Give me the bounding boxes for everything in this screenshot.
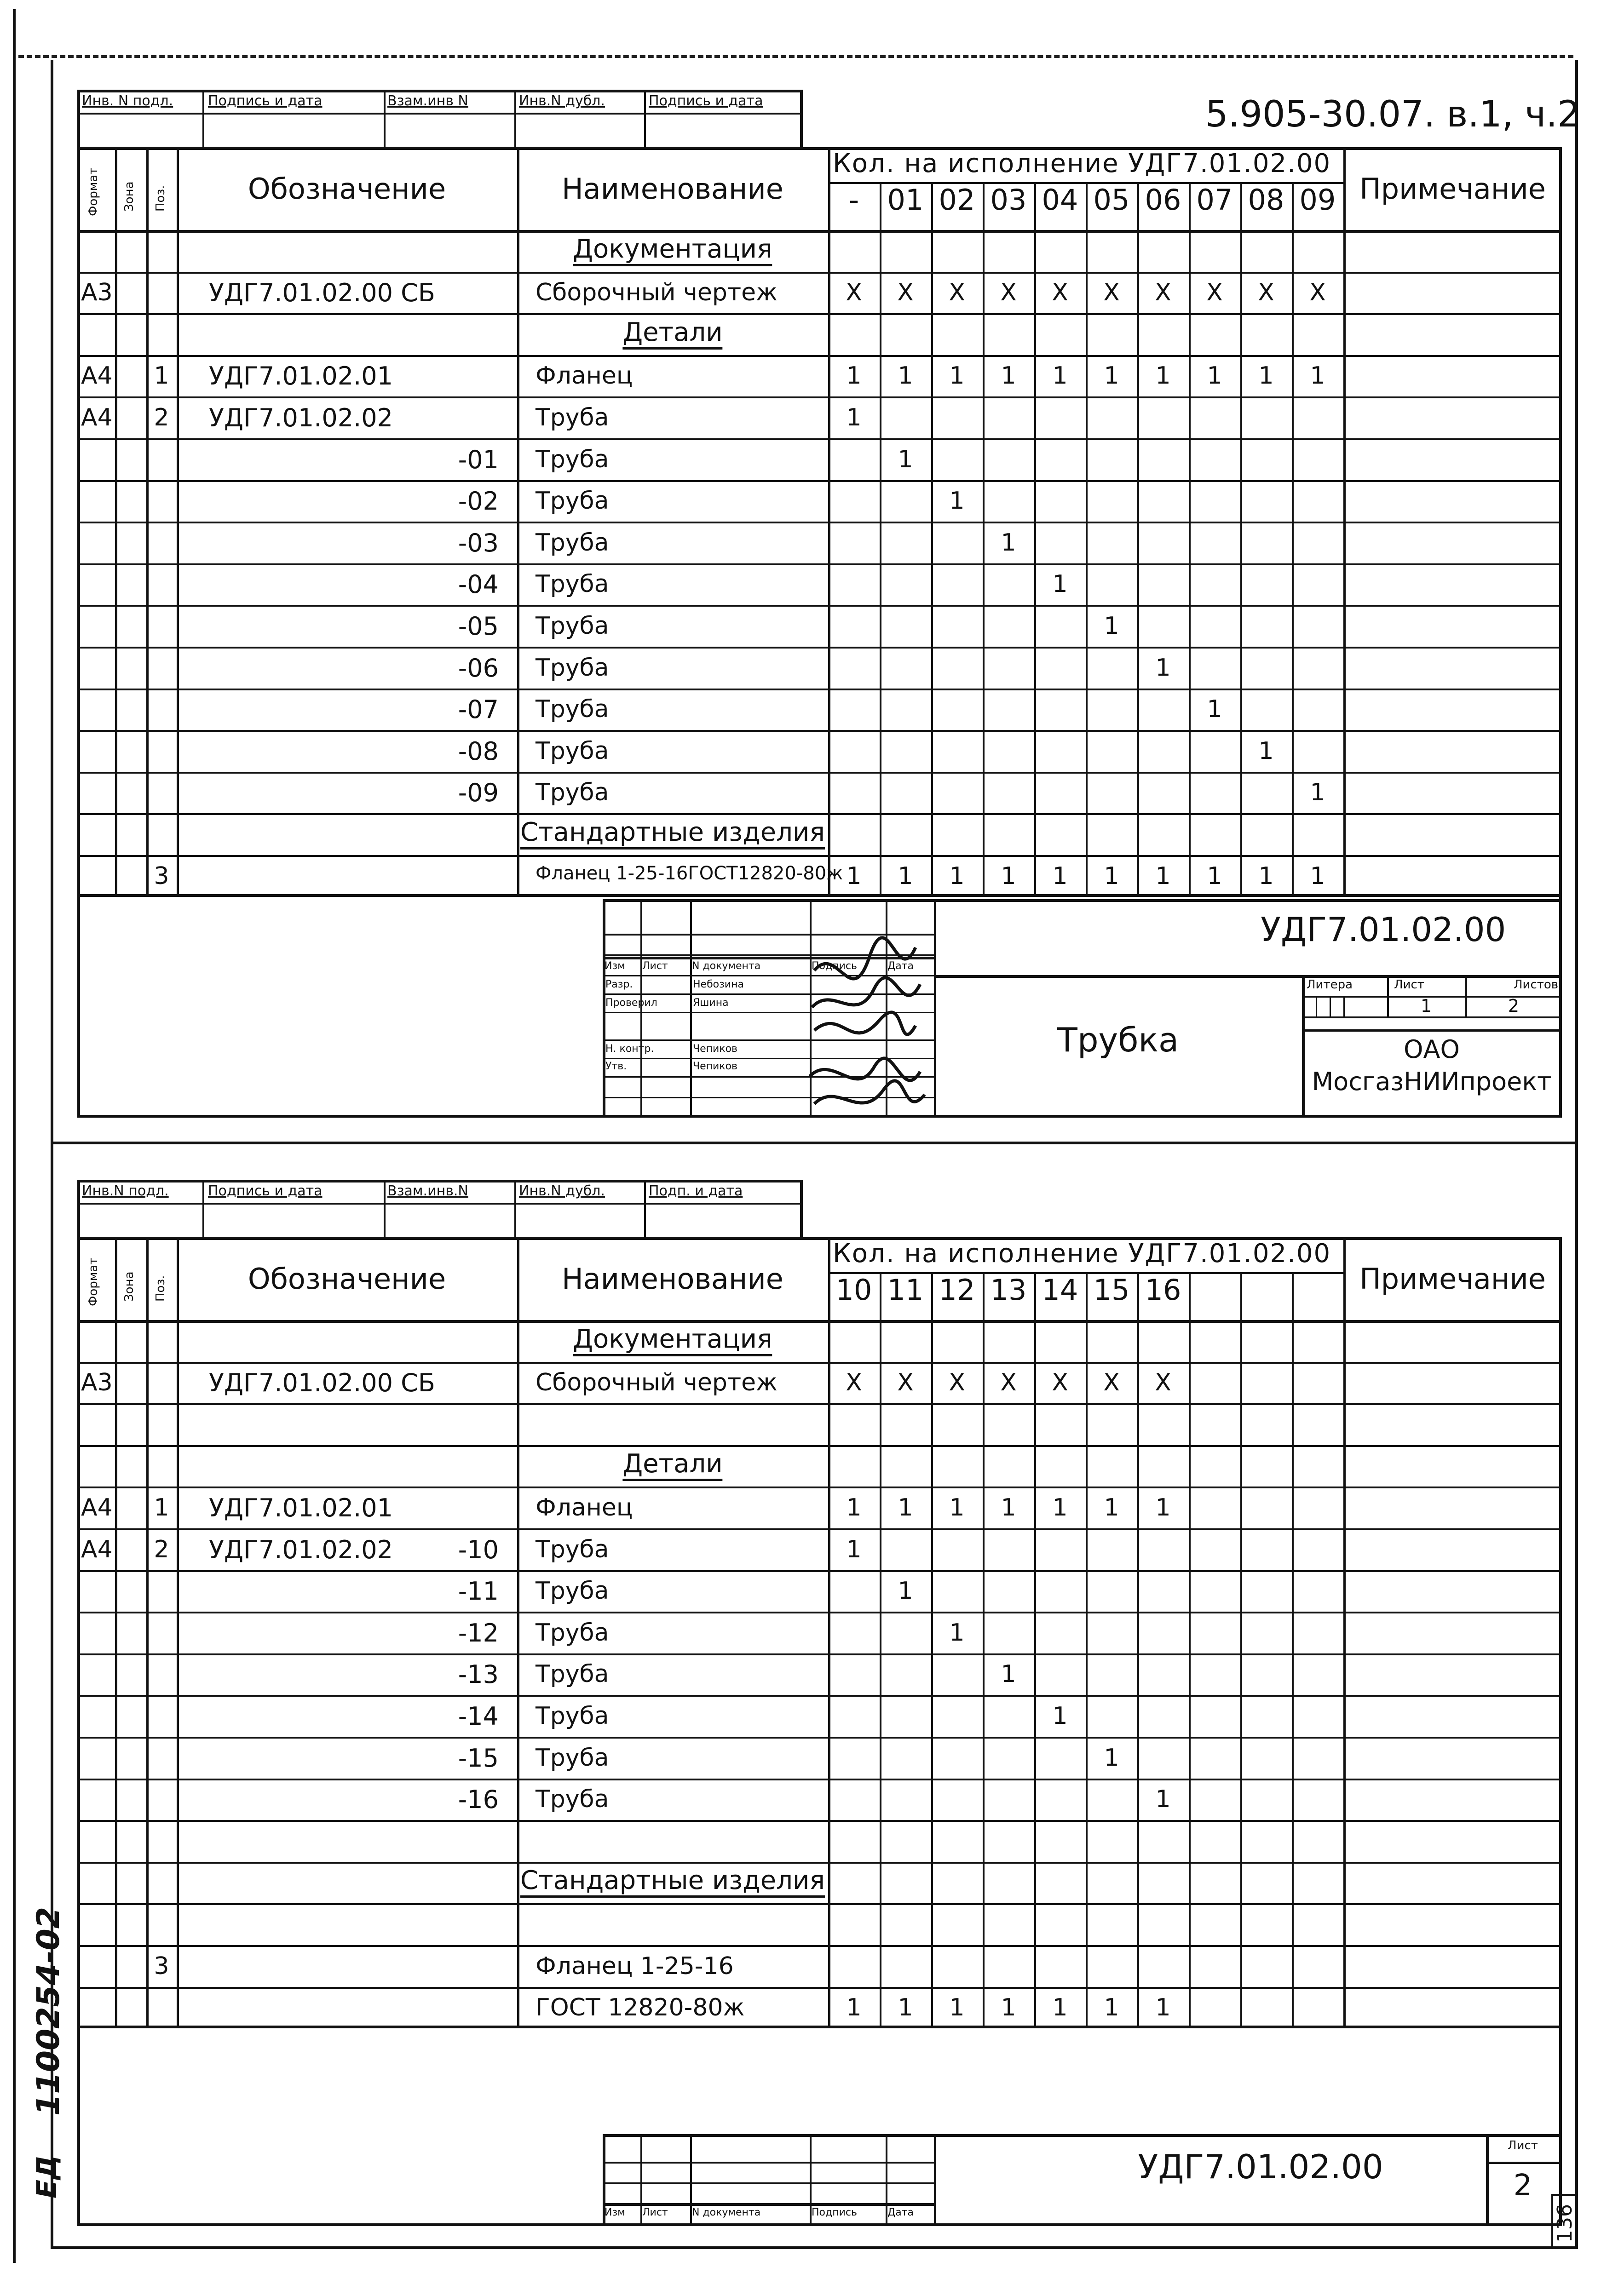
name-cell: Сборочный чертеж bbox=[536, 1369, 777, 1396]
quantity-cell: 1 bbox=[1001, 862, 1016, 890]
margin-initials: ЕД bbox=[31, 2155, 63, 2198]
signature-mark bbox=[814, 1081, 925, 1104]
quantity-cell: 1 bbox=[1052, 1702, 1068, 1730]
stamp-label: Инв. N подл. bbox=[82, 93, 173, 109]
quantity-cell: X bbox=[1000, 279, 1017, 306]
pos-cell: 1 bbox=[154, 1493, 169, 1521]
grid-line bbox=[1034, 1272, 1036, 2028]
quantity-cell: 1 bbox=[1052, 1493, 1068, 1521]
grid-line bbox=[1292, 1272, 1294, 2028]
sheets-total: 2 bbox=[1508, 996, 1520, 1016]
designation-cell: -02 bbox=[458, 487, 499, 516]
pos-cell: 2 bbox=[154, 403, 169, 431]
quantity-cell: 1 bbox=[949, 362, 965, 390]
variant-column-header: 08 bbox=[1248, 183, 1284, 217]
title-header-label: Лист bbox=[642, 960, 668, 972]
quantity-cell: 1 bbox=[1104, 1994, 1119, 2021]
variant-column-header: 14 bbox=[1042, 1273, 1078, 1307]
quantity-cell: 1 bbox=[1052, 362, 1068, 390]
grid-line bbox=[77, 1445, 1562, 1447]
title-header-label: Дата bbox=[887, 960, 914, 972]
signature-mark bbox=[812, 978, 920, 1007]
grid-line bbox=[77, 1570, 1562, 1572]
name-header: Наименование bbox=[562, 1262, 783, 1296]
name-cell: Фланец 1-25-16ГОСТ12820-80ж bbox=[536, 862, 843, 884]
grid-line bbox=[514, 1180, 516, 1240]
quantity-cell: 1 bbox=[846, 1493, 862, 1521]
name-cell: Труба bbox=[536, 487, 609, 515]
quantity-cell: 1 bbox=[846, 862, 862, 890]
variant-column-header: 11 bbox=[887, 1273, 924, 1307]
variant-cell: -16 bbox=[458, 1785, 499, 1814]
grid-line bbox=[1343, 1237, 1346, 2028]
name-cell: Труба bbox=[536, 1785, 609, 1813]
format-cell: А4 bbox=[81, 362, 113, 390]
quantity-cell: 1 bbox=[949, 1493, 965, 1521]
pos-header: Поз. bbox=[154, 185, 167, 212]
designation-cell: -09 bbox=[458, 778, 499, 807]
quantity-cell: 1 bbox=[1104, 612, 1119, 640]
pos-header: Поз. bbox=[154, 1275, 167, 1302]
grid-line bbox=[828, 1237, 830, 2028]
format-cell: А4 bbox=[81, 1535, 113, 1563]
variant-column-header: 12 bbox=[939, 1273, 975, 1307]
quantity-cell: X bbox=[1258, 279, 1274, 306]
name-cell: Сборочный чертеж bbox=[536, 279, 777, 306]
quantity-cell: 1 bbox=[898, 1493, 913, 1521]
variant-cell: -15 bbox=[458, 1743, 499, 1773]
title-header-label: Дата bbox=[887, 2207, 914, 2218]
quantity-cell: X bbox=[1206, 279, 1223, 306]
quantity-cell: 1 bbox=[1155, 654, 1171, 682]
stamp-label: Подп. и дата bbox=[649, 1183, 743, 1199]
role-label: Н. контр. bbox=[605, 1043, 654, 1055]
grid-line bbox=[644, 1180, 646, 1240]
designation-cell: УДГ7.01.02.00 СБ bbox=[209, 278, 435, 307]
name-cell: Труба bbox=[536, 695, 609, 723]
designation-header: Обозначение bbox=[248, 172, 446, 206]
signature-mark bbox=[814, 1012, 916, 1034]
quantity-cell: X bbox=[1052, 279, 1068, 306]
grid-line bbox=[115, 1237, 117, 2028]
title-header-label: N документа bbox=[692, 960, 761, 972]
name-cell: Труба bbox=[536, 779, 609, 806]
stamp-label: Инв.N подл. bbox=[82, 1183, 169, 1199]
section-heading: Документация bbox=[573, 1326, 772, 1356]
stamp-label: Подпись и дата bbox=[208, 1183, 323, 1199]
quantity-cell: 1 bbox=[846, 1535, 862, 1563]
quantity-cell: 1 bbox=[1155, 1493, 1171, 1521]
grid-line bbox=[517, 1237, 519, 2028]
sheet-number: 1 bbox=[1420, 996, 1432, 1016]
quantity-cell: 1 bbox=[1207, 695, 1222, 723]
designation-header: Обозначение bbox=[248, 1262, 446, 1296]
pos-cell: 3 bbox=[154, 862, 169, 890]
quantity-cell: 1 bbox=[1310, 779, 1325, 806]
grid-line bbox=[77, 1779, 1562, 1780]
grid-line bbox=[931, 1272, 933, 2028]
designation-cell: -07 bbox=[458, 695, 499, 724]
name-cell: Труба bbox=[536, 612, 609, 640]
quantity-cell: 1 bbox=[1052, 570, 1068, 598]
designation-cell: УДГ7.01.02.01 bbox=[209, 1493, 393, 1522]
name-cell: Труба bbox=[536, 1535, 609, 1563]
grid-line bbox=[1486, 2162, 1562, 2164]
person-name: Чепиков bbox=[693, 1061, 738, 1072]
quantity-cell: 1 bbox=[1052, 1994, 1068, 2021]
name-cell: Труба bbox=[536, 1744, 609, 1772]
quantity-cell: 1 bbox=[1001, 528, 1016, 557]
variant-column-header: 07 bbox=[1196, 183, 1233, 217]
variant-column-header: 16 bbox=[1145, 1273, 1181, 1307]
variant-cell: -10 bbox=[458, 1535, 499, 1564]
grid-line bbox=[1387, 975, 1389, 1016]
name-cell: Труба bbox=[536, 1702, 609, 1730]
stamp-label: Взам.инв N bbox=[387, 93, 468, 109]
grid-line bbox=[1302, 996, 1562, 998]
role-label: Разр. bbox=[605, 979, 633, 990]
pos-cell: 2 bbox=[154, 1535, 169, 1563]
quantity-cell: X bbox=[897, 279, 914, 306]
name-cell: Труба bbox=[536, 445, 609, 473]
grid-line bbox=[1240, 1272, 1242, 2028]
designation-cell: -04 bbox=[458, 570, 499, 599]
grid-line bbox=[880, 1272, 881, 2028]
zone-header: Зона bbox=[122, 181, 136, 212]
quantity-cell: 1 bbox=[898, 862, 913, 890]
name-cell: Труба bbox=[536, 1660, 609, 1688]
designation-cell: -05 bbox=[458, 611, 499, 641]
document-code: 5.905-30.07. в.1, ч.2 bbox=[1205, 94, 1580, 135]
section-heading: Стандартные изделия bbox=[520, 1868, 825, 1898]
litera-label: Литера bbox=[1307, 978, 1353, 992]
person-name: Небозина bbox=[693, 979, 744, 990]
org-line-1: ОАО bbox=[1404, 1035, 1460, 1064]
quantity-cell: X bbox=[949, 279, 965, 306]
signature-mark bbox=[814, 938, 916, 979]
stamp-label: Подпись и дата bbox=[208, 93, 323, 109]
sheet-number: 2 bbox=[1513, 2169, 1532, 2203]
table-frame bbox=[77, 1237, 1562, 2028]
name-cell: Фланец bbox=[536, 1493, 633, 1521]
stamp-label: Инв.N дубл. bbox=[519, 93, 605, 109]
variant-column-header: 03 bbox=[990, 183, 1027, 217]
section-heading: Детали bbox=[622, 320, 722, 350]
quantity-cell: X bbox=[846, 1369, 862, 1396]
quantity-cell: 1 bbox=[1207, 362, 1222, 390]
quantity-cell: 1 bbox=[1104, 362, 1119, 390]
quantity-cell: X bbox=[1155, 1369, 1171, 1396]
product-name: Трубка bbox=[1057, 1021, 1179, 1059]
person-name: Чепиков bbox=[693, 1043, 738, 1055]
variant-column-header: 04 bbox=[1042, 183, 1078, 217]
signature-mark bbox=[810, 1058, 920, 1080]
grid-line bbox=[77, 1487, 1562, 1488]
role-label: Утв. bbox=[605, 1061, 627, 1072]
format-cell: А3 bbox=[81, 1369, 113, 1396]
name-cell: Труба bbox=[536, 1577, 609, 1605]
variant-column-header: 10 bbox=[835, 1273, 872, 1307]
pos-cell: 3 bbox=[154, 1952, 169, 1980]
quantity-cell: 1 bbox=[1001, 1493, 1016, 1521]
format-cell: А4 bbox=[81, 403, 113, 431]
grid-line bbox=[77, 1653, 1562, 1655]
grid-line bbox=[77, 1528, 1562, 1530]
grid-line bbox=[603, 2162, 934, 2164]
grid-line bbox=[1086, 1272, 1088, 2028]
grid-line bbox=[1137, 1272, 1139, 2028]
variant-column-header: 06 bbox=[1145, 183, 1181, 217]
quantity-cell: 1 bbox=[898, 1994, 913, 2021]
section-heading: Детали bbox=[622, 1451, 722, 1481]
sheet-label: Лист bbox=[1508, 2139, 1538, 2152]
quantity-cell: X bbox=[1052, 1369, 1068, 1396]
grid-line bbox=[77, 1695, 1562, 1697]
designation-cell: -08 bbox=[458, 736, 499, 766]
format-cell: А4 bbox=[81, 1493, 113, 1521]
quantity-cell: 1 bbox=[1258, 362, 1274, 390]
quantity-cell: 1 bbox=[1310, 862, 1325, 890]
quantity-cell: 1 bbox=[1104, 862, 1119, 890]
quantity-cell: 1 bbox=[1310, 362, 1325, 390]
org-line-2: МосгазНИИпроект bbox=[1312, 1067, 1552, 1096]
section-heading: Документация bbox=[573, 236, 772, 266]
quantity-cell: 1 bbox=[846, 362, 862, 390]
role-label: Проверил bbox=[605, 997, 657, 1009]
quantity-cell: 1 bbox=[1155, 1994, 1171, 2021]
title-header-label: Подпись bbox=[812, 2207, 857, 2218]
stamp-label: Взам.инв.N bbox=[387, 1183, 468, 1199]
quantity-cell: 1 bbox=[898, 1577, 913, 1605]
name-cell: Труба bbox=[536, 528, 609, 557]
format-header: Формат bbox=[86, 1257, 100, 1306]
quantity-cell: 1 bbox=[1052, 862, 1068, 890]
grid-line bbox=[1486, 2134, 1489, 2226]
quantity-cell: X bbox=[1103, 279, 1120, 306]
title-header-label: Изм bbox=[605, 2207, 625, 2218]
grid-line bbox=[1316, 996, 1317, 1016]
margin-handwriting: 1100254-02 bbox=[30, 1906, 67, 2116]
grid-line bbox=[384, 1180, 386, 1240]
name-cell: Труба bbox=[536, 654, 609, 682]
grid-line bbox=[603, 2203, 934, 2206]
quantity-cell: 1 bbox=[1258, 737, 1274, 765]
zone-header: Зона bbox=[122, 1271, 136, 1302]
grid-line bbox=[77, 1737, 1562, 1739]
grid-line bbox=[77, 1403, 1562, 1405]
variant-column-header: 02 bbox=[939, 183, 975, 217]
section-heading: Стандартные изделия bbox=[520, 820, 825, 850]
grid-line bbox=[202, 1180, 204, 1240]
qty-caption: Кол. на исполнение УДГ7.01.02.00 bbox=[833, 149, 1331, 178]
grid-line bbox=[1330, 996, 1331, 1016]
quantity-cell: 1 bbox=[949, 487, 965, 515]
grid-line bbox=[934, 975, 1562, 978]
name-cell: Труба bbox=[536, 737, 609, 765]
pos-cell: 1 bbox=[154, 362, 169, 390]
designation-cell: УДГ7.01.02.00 СБ bbox=[209, 1368, 435, 1397]
grid-line bbox=[146, 1237, 149, 2028]
variant-cell: -13 bbox=[458, 1660, 499, 1689]
quantity-cell: 1 bbox=[1207, 862, 1222, 890]
grid-line bbox=[77, 1862, 1562, 1864]
variant-column-header: 01 bbox=[887, 183, 924, 217]
title-header-label: Изм bbox=[605, 960, 625, 972]
name-cell: Фланец 1-25-16 bbox=[536, 1952, 734, 1980]
stamp-label: Инв.N дубл. bbox=[519, 1183, 605, 1199]
quantity-cell: 1 bbox=[1001, 1994, 1016, 2021]
quantity-cell: X bbox=[1155, 279, 1171, 306]
grid-line bbox=[77, 1945, 1562, 1947]
name-cell: Труба bbox=[536, 570, 609, 598]
person-name: Яшина bbox=[693, 997, 729, 1009]
grid-line bbox=[77, 1820, 1562, 1822]
grid-line bbox=[983, 1272, 985, 2028]
variant-cell: -11 bbox=[458, 1577, 499, 1606]
name-cell: ГОСТ 12820-80ж bbox=[536, 1994, 745, 2021]
variant-cell: -12 bbox=[458, 1618, 499, 1647]
quantity-cell: X bbox=[949, 1369, 965, 1396]
grid-line bbox=[77, 1612, 1562, 1613]
quantity-cell: 1 bbox=[1104, 1493, 1119, 1521]
grid-line bbox=[1465, 975, 1467, 1016]
grid-line bbox=[77, 1203, 803, 1205]
quantity-cell: 1 bbox=[949, 1619, 965, 1647]
quantity-cell: 1 bbox=[898, 362, 913, 390]
variant-column-header: 13 bbox=[990, 1273, 1027, 1307]
quantity-cell: 1 bbox=[1155, 362, 1171, 390]
title-header-label: N документа bbox=[692, 2207, 761, 2218]
note-header: Примечание bbox=[1359, 172, 1546, 206]
name-cell: Труба bbox=[536, 403, 609, 431]
quantity-cell: 1 bbox=[1155, 862, 1171, 890]
designation-cell: -06 bbox=[458, 653, 499, 683]
title-header-label: Лист bbox=[642, 2207, 668, 2218]
quantity-cell: X bbox=[1309, 279, 1326, 306]
qty-caption: Кол. на исполнение УДГ7.01.02.00 bbox=[833, 1239, 1331, 1269]
quantity-cell: 1 bbox=[846, 403, 862, 431]
quantity-cell: X bbox=[846, 279, 862, 306]
grid-line bbox=[77, 1903, 1562, 1905]
quantity-cell: X bbox=[1103, 1369, 1120, 1396]
grid-line bbox=[1302, 1029, 1562, 1032]
quantity-cell: 1 bbox=[846, 1994, 862, 2021]
name-header: Наименование bbox=[562, 172, 783, 206]
title-designation: УДГ7.01.02.00 bbox=[1261, 910, 1506, 949]
designation-cell: УДГ7.01.02.01 bbox=[209, 362, 393, 390]
quantity-cell: 1 bbox=[1001, 362, 1016, 390]
quantity-cell: 1 bbox=[1155, 1785, 1171, 1813]
page-tag: 136 bbox=[1553, 2204, 1577, 2243]
quantity-cell: 1 bbox=[1258, 862, 1274, 890]
variant-column-header: 09 bbox=[1299, 183, 1336, 217]
quantity-cell: X bbox=[1000, 1369, 1017, 1396]
format-cell: А3 bbox=[81, 279, 113, 306]
grid-line bbox=[603, 2182, 934, 2184]
grid-line bbox=[1343, 996, 1345, 1016]
quantity-cell: 1 bbox=[898, 445, 913, 473]
quantity-cell: 1 bbox=[1104, 1744, 1119, 1772]
designation-cell: УДГ7.01.02.02 bbox=[209, 1535, 393, 1564]
quantity-cell: 1 bbox=[1001, 1660, 1016, 1688]
quantity-cell: 1 bbox=[949, 862, 965, 890]
grid-line bbox=[1302, 1016, 1562, 1018]
variant-column-header: - bbox=[848, 183, 859, 217]
title-designation: УДГ7.01.02.00 bbox=[1138, 2147, 1383, 2186]
designation-cell: -01 bbox=[458, 445, 499, 474]
quantity-cell: 1 bbox=[949, 1994, 965, 2021]
note-header: Примечание bbox=[1359, 1262, 1546, 1296]
grid-line bbox=[77, 1987, 1562, 1989]
title-header-label: Подпись bbox=[812, 960, 857, 972]
designation-cell: УДГ7.01.02.02 bbox=[209, 403, 393, 432]
variant-column-header: 05 bbox=[1093, 183, 1130, 217]
stamp-label: Подпись и дата bbox=[649, 93, 763, 109]
grid-line bbox=[177, 1237, 179, 2028]
quantity-cell: X bbox=[897, 1369, 914, 1396]
name-cell: Фланец bbox=[536, 362, 633, 390]
grid-line bbox=[934, 2134, 936, 2226]
grid-line bbox=[77, 1320, 1562, 1323]
name-cell: Труба bbox=[536, 1619, 609, 1647]
variant-cell: -14 bbox=[458, 1701, 499, 1731]
grid-line bbox=[77, 1362, 1562, 1364]
designation-cell: -03 bbox=[458, 528, 499, 557]
variant-column-header: 15 bbox=[1093, 1273, 1130, 1307]
grid-line bbox=[1189, 1272, 1191, 2028]
sheet-label: Лист bbox=[1394, 978, 1424, 992]
format-header: Формат bbox=[86, 167, 100, 216]
sheets-label: Листов bbox=[1514, 978, 1559, 992]
